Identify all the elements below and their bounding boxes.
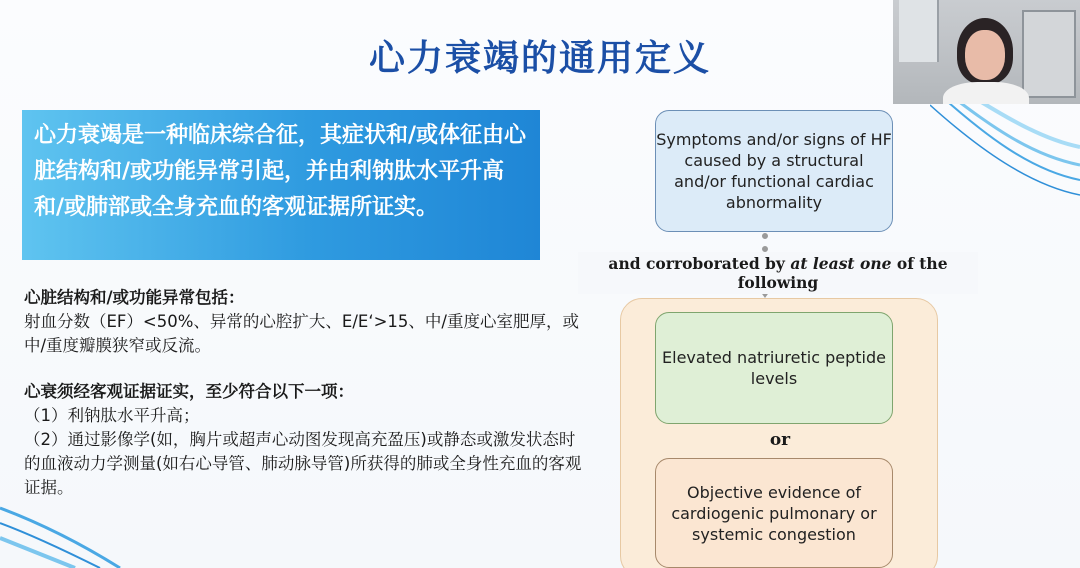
- flowchart-top-box-text: Symptoms and/or signs of HF caused by a structural and/or functional cardiac abnormality: [656, 130, 892, 212]
- section1-text: 射血分数（EF）<50%、异常的心腔扩大、E/E‘>15、中/重度心室肥厚，或中/重度瓣膜狭窄或反流。: [24, 312, 579, 355]
- webcam-video: [893, 0, 1080, 104]
- connector-post: of the following: [737, 254, 948, 292]
- body-text: [24, 286, 584, 500]
- connector-emphasis: at least one: [790, 254, 892, 273]
- presenter-face: [965, 30, 1005, 80]
- definition-box: 心力衰竭是一种临床综合征，其症状和/或体征由心脏结构和/或功能异常引起，并由利钠肽水平升高和/或肺部或全身充血的客观证据所证实。: [22, 110, 540, 260]
- flowchart-box-congestion: [655, 458, 893, 568]
- webcam-background-cabinet: [1022, 10, 1076, 98]
- presenter-body: [943, 82, 1029, 104]
- connector-pre: and corroborated by: [608, 254, 785, 273]
- flowchart-box-natriuretic-text: Elevated natriuretic peptide levels: [662, 348, 886, 388]
- flowchart-box-natriuretic: [655, 312, 893, 424]
- webcam-background-shelf: [899, 0, 939, 62]
- section1-heading: 心脏结构和/或功能异常包括：: [24, 288, 245, 307]
- flowchart-top-box: [655, 110, 893, 232]
- flowchart-or-label: or: [769, 430, 791, 450]
- decorative-wave-top-right: [930, 95, 1080, 205]
- section2-heading: 心衰须经客观证据证实，至少符合以下一项：: [24, 382, 354, 401]
- flowchart-connector-label: [578, 252, 978, 294]
- section2-item1: （1）利钠肽水平升高；: [24, 406, 200, 425]
- slide-title: 心力衰竭的通用定义: [368, 38, 711, 79]
- flowchart-box-congestion-text: Objective evidence of cardiogenic pulmonary or systemic congestion: [671, 482, 877, 544]
- section2-item2: （2）通过影像学(如，胸片或超声心动图发现高充盈压)或静态或激发状态时的血液动力学测量(如右心导管、肺动脉导管)所获得的肺或全身性充血的客观证据。: [24, 430, 582, 497]
